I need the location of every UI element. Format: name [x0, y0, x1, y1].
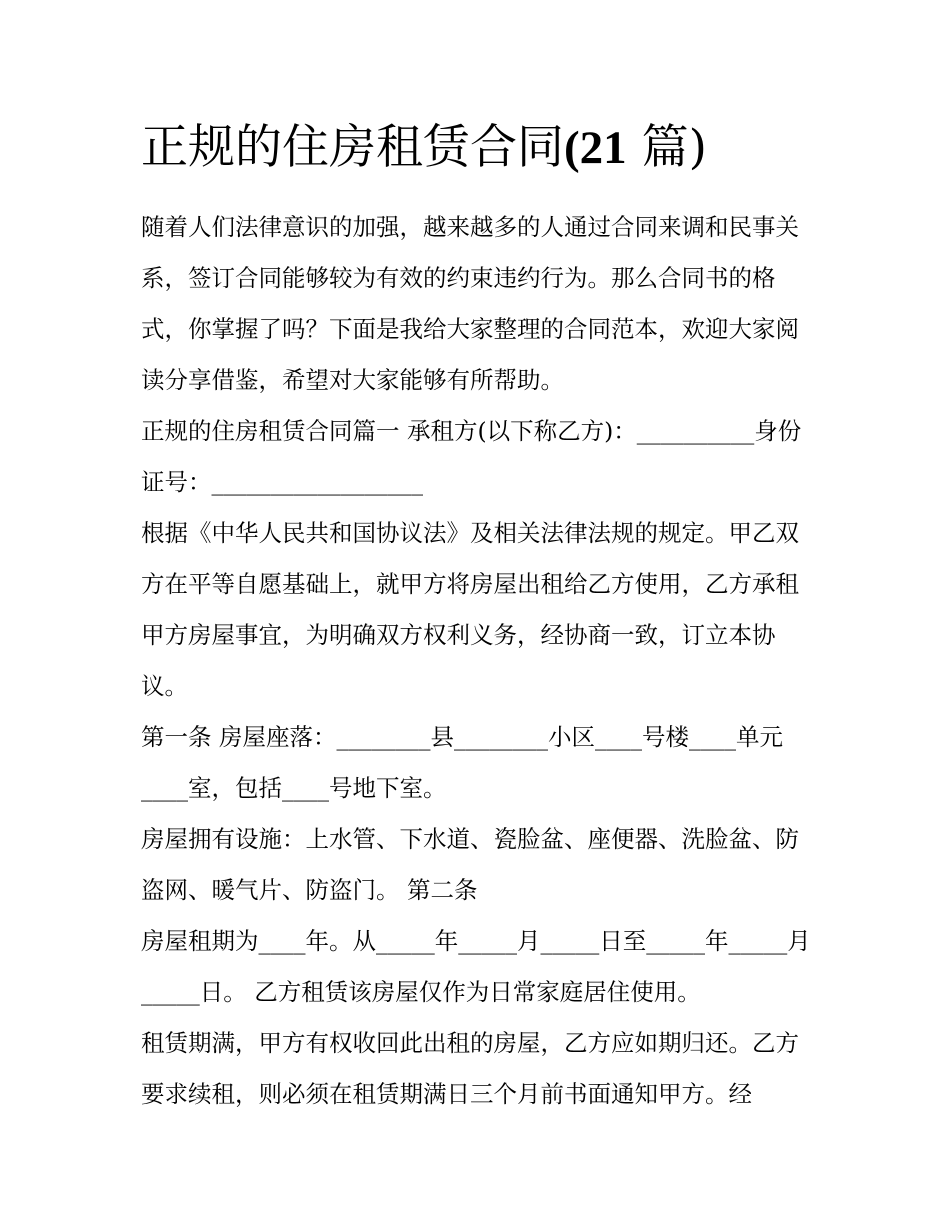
paragraph-lessee: 正规的住房租赁合同篇一 承租方(以下称乙方)：__________身份证号：__________________ — [141, 417, 802, 496]
paragraph-lease-term: 房屋租期为____年。从_____年_____月_____日至_____年_____月_____日。 乙方租赁该房屋仅作为日常家庭居住使用。 — [141, 927, 811, 1006]
paragraph-article-one: 第一条 房屋座落：________县________小区____号楼____单元____室，包括____号地下室。 — [141, 723, 783, 802]
title-unit: 篇) — [641, 120, 707, 175]
title-main: 正规的住房租赁合同 — [141, 120, 564, 175]
paragraph-intro: 随着人们法律意识的加强，越来越多的人通过合同来调和民事关系，签订合同能够较为有效的约束违约行为。那么合同书的格式，你掌握了吗？下面是我给大家整理的合同范本，欢迎大家阅读分享借鉴，希望对大家能够有所帮助。 — [141, 213, 799, 394]
paragraph-facilities: 房屋拥有设施：上水管、下水道、瓷脸盆、座便器、洗脸盆、防盗网、暖气片、防盗门。 第二条 — [141, 825, 799, 904]
title-count: (21 — [564, 122, 627, 174]
paragraph-renewal: 租赁期满，甲方有权收回此出租的房屋，乙方应如期归还。乙方要求续租，则必须在租赁期满日三个月前书面通知甲方。经 — [141, 1029, 799, 1108]
document-title — [141, 118, 707, 178]
paragraph-basis: 根据《中华人民共和国协议法》及相关法律法规的规定。甲乙双方在平等自愿基础上，就甲方将房屋出租给乙方使用，乙方承租甲方房屋事宜，为明确双方权利义务，经协商一致，订立本协议。 — [141, 519, 799, 700]
document-body — [141, 202, 813, 1120]
